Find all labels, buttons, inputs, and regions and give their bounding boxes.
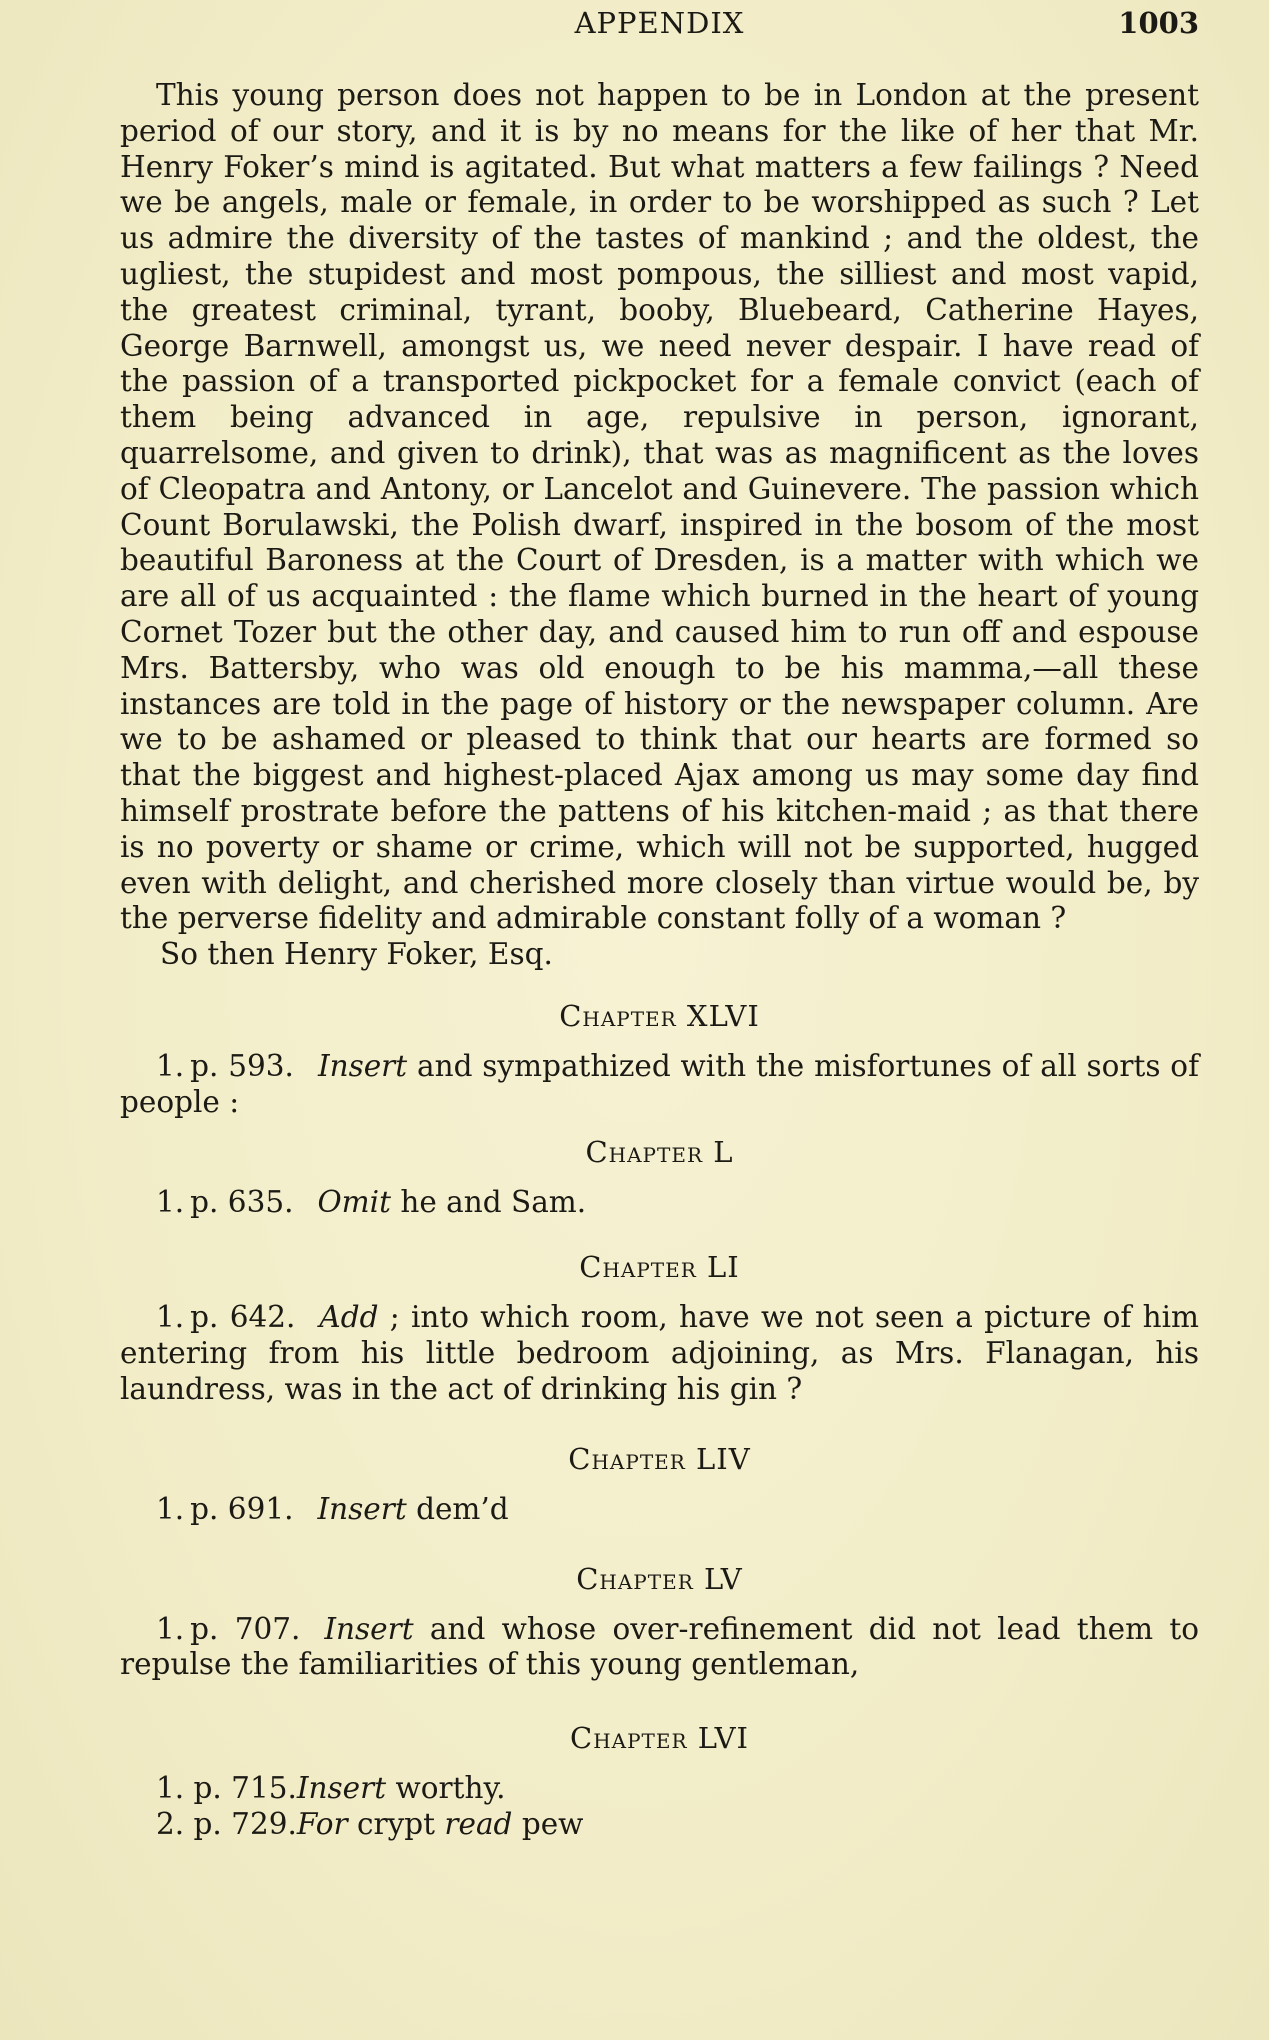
entry-text: he and Sam. — [390, 1184, 587, 1219]
entry-instruction: Omit — [317, 1184, 391, 1219]
entry-instruction-2: read — [444, 1806, 513, 1841]
entry-page: p. 635. — [190, 1184, 294, 1219]
closing-line: So then Henry Foker, Esq. — [160, 937, 553, 972]
entry-instruction: Add — [319, 1300, 379, 1335]
chapter-heading: Chapter LI — [579, 1250, 740, 1285]
chapter-heading: Chapter LVI — [570, 1721, 749, 1756]
entry-page: p. 729. — [193, 1806, 297, 1841]
entry-instruction: Insert — [317, 1491, 407, 1526]
entry-instruction: Insert — [324, 1611, 414, 1646]
entry-page: p. 691. — [190, 1491, 294, 1526]
chapter-heading: Chapter LIV — [568, 1441, 751, 1476]
page-number: 1003 — [1118, 6, 1199, 40]
entry-page: p. 642. — [190, 1300, 296, 1335]
entry-number: 1. — [156, 1771, 185, 1806]
chapter-heading: Chapter LV — [576, 1561, 743, 1596]
running-head — [120, 0, 1199, 46]
running-title: APPENDIX — [574, 6, 745, 40]
entry-text: worthy. — [386, 1771, 506, 1806]
entry-text: crypt — [347, 1806, 445, 1841]
entry-text-2: pew — [512, 1806, 584, 1841]
entry-number: 1. — [156, 1611, 185, 1646]
entry-instruction: For — [296, 1806, 348, 1841]
correction-entry — [120, 1185, 1199, 1221]
entry-text: ; into which room, have we not seen a picture of him entering from his little bedroom adjoining, as Mrs. Flanagan, his laundress, was in the act of drinking his gin ? — [120, 1300, 1199, 1406]
correction-entry — [120, 1807, 1199, 1843]
entry-number: 1. — [156, 1491, 185, 1526]
body-text — [120, 78, 1199, 973]
main-paragraph: This young person does not happen to be in London at the present period of our story, and it is by no means for the like of her that Mr. Henry Foker’s mind is agitated. But what matters a few failings ? Need we be angels, male or female, in order to be worshipped as such ? Let us admire the diversity of the tastes of mankind ; and the oldest, the ugliest, the stupidest and most pompous, the silliest and most vapid, the greatest criminal, tyrant, booby, Bluebeard, Catherine Hayes, George Barnwell, amongst us, we need never despair. I have read of the passion of a transported pickpocket for a female convict (each of them being advanced in age, repulsive in person, ignorant, quarrelsome, and given to drink), that was as magnificent as the loves of Cleopatra and Antony, or Lancelot and Guinevere. The passion which Count Borulawski, the Polish dwarf, inspired in the bosom of the most beautiful Baroness at the Court of Dresden, is a matter with which we are all of us acquainted : the flame which burned in the heart of young Cornet Tozer but the other day, and caused him to run off and espouse Mrs. Battersby, who was old enough to be his mamma,—all these instances are told in the page of history or the newspaper column. Are we to be ashamed or pleased to think that our hearts are formed so that the biggest and highest-placed Ajax among us may some day find himself prostrate before the pattens of his kitchen-maid ; as that there is no poverty or shame or crime, which will not be supported, hugged even with delight, and cherished more closely than virtue would be, by the perverse fidelity and admirable constant folly of a woman ? — [120, 78, 1199, 936]
entry-number: 1. — [156, 1048, 185, 1083]
entry-text: and whose over-refinement did not lead them to repulse the familiarities of this young gentleman, — [120, 1611, 1199, 1682]
entry-instruction: Insert — [296, 1771, 387, 1806]
entry-number: 1. — [156, 1300, 185, 1335]
correction-entry — [120, 1612, 1199, 1684]
entry-text: and sympathized with the misfortunes of all sorts of people : — [120, 1048, 1199, 1119]
correction-entry — [120, 1771, 1199, 1807]
correction-entry — [120, 1492, 1199, 1528]
entry-page: p. 593. — [190, 1048, 294, 1083]
correction-entry — [120, 1300, 1199, 1407]
correction-entry — [120, 1049, 1199, 1121]
entry-page: p. 715. — [193, 1771, 297, 1806]
entry-number: 1. — [156, 1184, 185, 1219]
chapter-heading: Chapter XLVI — [559, 998, 760, 1033]
entry-text: dem’d — [406, 1491, 509, 1526]
entry-number: 2. — [156, 1806, 185, 1841]
chapter-heading: Chapter L — [585, 1134, 734, 1169]
entry-page: p. 707. — [190, 1611, 301, 1646]
entry-instruction: Insert — [317, 1048, 408, 1083]
